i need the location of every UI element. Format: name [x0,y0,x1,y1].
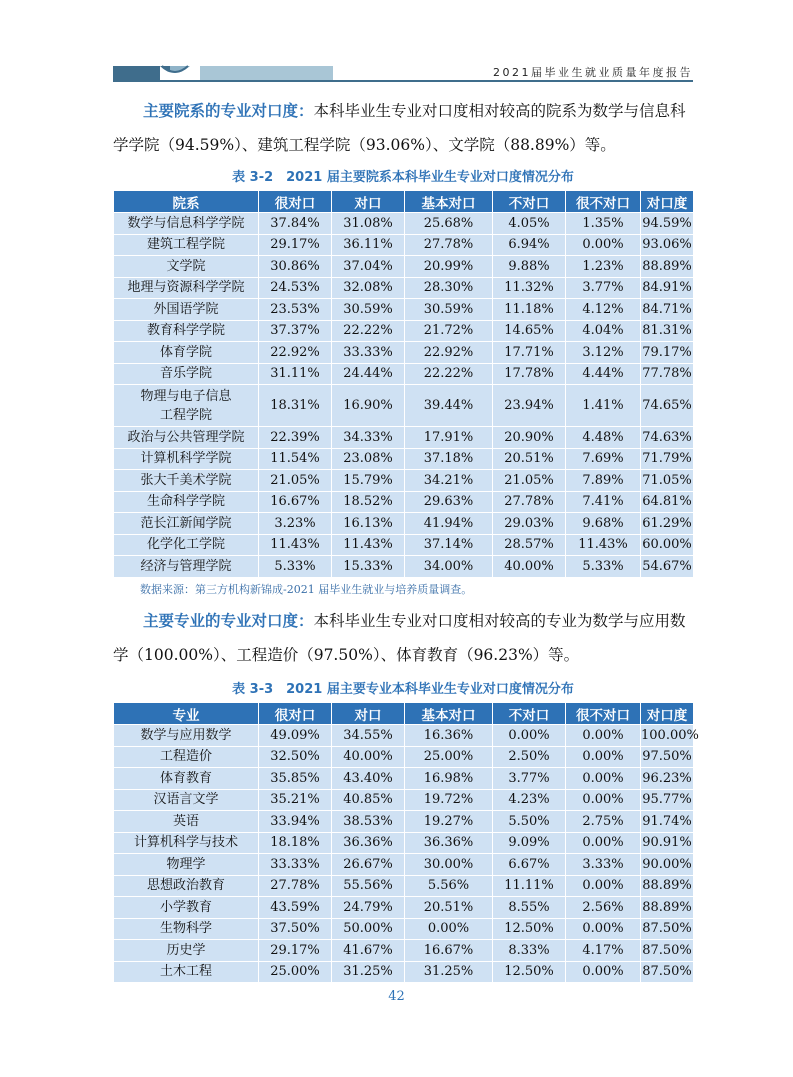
table-cell: 5.33% [566,556,641,578]
table-cell: 24.79% [332,897,405,919]
table-cell: 2.50% [493,746,566,768]
table-cell: 12.50% [493,918,566,940]
table-cell: 74.63% [641,427,694,449]
table-row [114,234,694,256]
table-row [114,556,694,578]
table-cell: 0.00% [566,918,641,940]
table-cell: 31.11% [259,363,332,385]
table-cell: 5.50% [493,811,566,833]
table-row [114,768,694,790]
column-header: 对口度 [641,191,694,213]
table-cell: 97.50% [641,746,694,768]
row-label: 建筑工程学院 [114,234,259,256]
data-source-note: 数据来源：第三方机构新锦成-2021 届毕业生就业与培养质量调查。 [140,583,473,596]
table-cell: 36.36% [405,832,493,854]
table-cell: 81.31% [641,320,694,342]
table-cell: 88.89% [641,256,694,278]
table-cell: 30.59% [405,299,493,321]
table-cell: 7.41% [566,491,641,513]
table-cell: 20.90% [493,427,566,449]
table-cell: 37.04% [332,256,405,278]
paragraph-body: 本科毕业生专业对口度相对较高的院系为数学与信息科学学院（94.59%）、建筑工程学院（93.06%）、文学院（88.89%）等。 [113,102,686,154]
row-label: 计算机科学学院 [114,448,259,470]
table-cell: 3.77% [493,768,566,790]
row-label: 小学教育 [114,897,259,919]
table-cell: 4.05% [493,213,566,235]
row-label: 数学与应用数学 [114,725,259,747]
column-header: 很对口 [259,703,332,725]
table-row [114,746,694,768]
table-cell: 2.75% [566,811,641,833]
table-cell: 31.08% [332,213,405,235]
table-cell: 22.92% [259,342,332,364]
table-cell: 71.79% [641,448,694,470]
column-header: 对口 [332,703,405,725]
column-header: 很不对口 [566,703,641,725]
table-cell: 24.53% [259,277,332,299]
table-cell: 61.29% [641,513,694,535]
table-cell: 74.65% [641,385,694,427]
table-row [114,342,694,364]
table-row [114,918,694,940]
table-cell: 3.12% [566,342,641,364]
table-cell: 84.71% [641,299,694,321]
table-cell: 35.21% [259,789,332,811]
table-cell: 6.94% [493,234,566,256]
column-header: 对口 [332,191,405,213]
table-cell: 84.91% [641,277,694,299]
table-cell: 21.72% [405,320,493,342]
table-cell: 22.92% [405,342,493,364]
table-cell: 38.53% [332,811,405,833]
table-cell: 34.55% [332,725,405,747]
table-cell: 79.17% [641,342,694,364]
table-cell: 28.57% [493,534,566,556]
table-cell: 16.67% [259,491,332,513]
row-label: 计算机科学与技术 [114,832,259,854]
table-cell: 40.00% [332,746,405,768]
table-cell: 17.91% [405,427,493,449]
table-cell: 11.54% [259,448,332,470]
table-cell: 1.35% [566,213,641,235]
table-cell: 4.23% [493,789,566,811]
table-cell: 16.67% [405,940,493,962]
table-cell: 32.50% [259,746,332,768]
table-cell: 26.67% [332,854,405,876]
table-cell: 11.18% [493,299,566,321]
table-cell: 19.27% [405,811,493,833]
table-cell: 87.50% [641,918,694,940]
table-cell: 29.03% [493,513,566,535]
table-cell: 4.48% [566,427,641,449]
table-row [114,363,694,385]
table-cell: 16.90% [332,385,405,427]
paragraph-body: 本科毕业生专业对口度相对较高的专业为数学与应用数学（100.00%）、工程造价（97.50%）、体育教育（96.23%）等。 [113,612,686,664]
table-cell: 31.25% [332,961,405,983]
table-cell: 29.17% [259,234,332,256]
table-cell: 20.51% [405,897,493,919]
table-cell: 4.12% [566,299,641,321]
table-cell: 36.11% [332,234,405,256]
table-cell: 25.68% [405,213,493,235]
table-cell: 11.43% [566,534,641,556]
table-cell: 0.00% [566,875,641,897]
table-cell: 16.98% [405,768,493,790]
row-label: 生命科学学院 [114,491,259,513]
table-cell: 20.99% [405,256,493,278]
table-cell: 23.94% [493,385,566,427]
paragraph-departments [113,94,693,162]
row-label: 数学与信息科学学院 [114,213,259,235]
table-cell: 1.41% [566,385,641,427]
table-cell: 100.00% [641,725,694,747]
table-cell: 8.55% [493,897,566,919]
table-cell: 77.78% [641,363,694,385]
table-row [114,448,694,470]
table-caption: 表 3-3 2021 届主要专业本科毕业生专业对口度情况分布 [232,682,574,697]
table-cell: 17.78% [493,363,566,385]
table-cell: 5.56% [405,875,493,897]
table-cell: 30.86% [259,256,332,278]
table-cell: 39.44% [405,385,493,427]
row-label: 历史学 [114,940,259,962]
table-cell: 2.56% [566,897,641,919]
table-cell: 95.77% [641,789,694,811]
table-cell: 28.30% [405,277,493,299]
row-label: 音乐学院 [114,363,259,385]
column-header: 基本对口 [405,703,493,725]
table-cell: 4.17% [566,940,641,962]
table-cell: 4.04% [566,320,641,342]
table-cell: 87.50% [641,961,694,983]
table-cell: 9.09% [493,832,566,854]
paragraph-lead: 主要院系的专业对口度： [143,102,314,120]
table-cell: 3.77% [566,277,641,299]
table-cell: 15.33% [332,556,405,578]
table-cell: 33.94% [259,811,332,833]
table-cell: 11.43% [332,534,405,556]
table-cell: 18.52% [332,491,405,513]
table-cell: 15.79% [332,470,405,492]
row-label: 英语 [114,811,259,833]
table-cell: 31.25% [405,961,493,983]
table-cell: 30.59% [332,299,405,321]
table-row [114,491,694,513]
header-swoosh-icon [160,58,200,82]
column-header: 很不对口 [566,191,641,213]
table-cell: 22.22% [405,363,493,385]
column-header: 不对口 [493,703,566,725]
table-cell: 7.69% [566,448,641,470]
row-label: 体育学院 [114,342,259,364]
table-cell: 18.18% [259,832,332,854]
table-cell: 0.00% [566,746,641,768]
table-cell: 11.32% [493,277,566,299]
table-row [114,789,694,811]
table-cell: 32.08% [332,277,405,299]
major-match-table [113,702,699,983]
table-cell: 88.89% [641,875,694,897]
table-cell: 12.50% [493,961,566,983]
table-cell: 43.59% [259,897,332,919]
table-row [114,256,694,278]
table-cell: 33.33% [332,342,405,364]
row-label: 化学化工学院 [114,534,259,556]
table-cell: 90.91% [641,832,694,854]
table-cell: 37.50% [259,918,332,940]
header-rule [113,80,693,82]
table-cell: 25.00% [259,961,332,983]
table-cell: 34.21% [405,470,493,492]
paragraph-majors [113,604,693,672]
column-header: 专业 [114,703,259,725]
table-cell: 29.63% [405,491,493,513]
column-header: 很对口 [259,191,332,213]
table-cell: 6.67% [493,854,566,876]
table-cell: 0.00% [566,832,641,854]
table-row [114,854,694,876]
table-cell: 35.85% [259,768,332,790]
table-cell: 64.81% [641,491,694,513]
table-cell: 0.00% [566,961,641,983]
header-band-light [195,66,333,80]
table-cell: 43.40% [332,768,405,790]
table-cell: 29.17% [259,940,332,962]
table-cell: 0.00% [566,789,641,811]
table-cell: 8.33% [493,940,566,962]
table-cell: 21.05% [493,470,566,492]
row-label: 工程造价 [114,746,259,768]
table-row [114,875,694,897]
paragraph-lead: 主要专业的专业对口度： [143,612,314,630]
table-row [114,940,694,962]
row-label: 汉语言文学 [114,789,259,811]
table-cell: 4.44% [566,363,641,385]
row-label: 张大千美术学院 [114,470,259,492]
table-cell: 16.13% [332,513,405,535]
row-label: 物理学 [114,854,259,876]
table-cell: 60.00% [641,534,694,556]
row-label: 政治与公共管理学院 [114,427,259,449]
table-cell: 50.00% [332,918,405,940]
table-row [114,513,694,535]
table-cell: 40.85% [332,789,405,811]
table-cell: 9.68% [566,513,641,535]
table-cell: 94.59% [641,213,694,235]
table-row [114,832,694,854]
table-cell: 11.43% [259,534,332,556]
row-label: 文学院 [114,256,259,278]
table-cell: 36.36% [332,832,405,854]
table-row [114,385,694,427]
column-header: 不对口 [493,191,566,213]
table-cell: 27.78% [493,491,566,513]
table-cell: 87.50% [641,940,694,962]
row-label: 生物科学 [114,918,259,940]
table-cell: 54.67% [641,556,694,578]
table-cell: 71.05% [641,470,694,492]
row-label: 外国语学院 [114,299,259,321]
table-cell: 22.39% [259,427,332,449]
header-title: 2021届毕业生就业质量年度报告 [493,66,693,79]
table-row [114,299,694,321]
table-cell: 40.00% [493,556,566,578]
table-cell: 20.51% [493,448,566,470]
row-label: 体育教育 [114,768,259,790]
table-row [114,534,694,556]
table-row [114,811,694,833]
table-cell: 30.00% [405,854,493,876]
row-label: 地理与资源科学学院 [114,277,259,299]
table-cell: 3.23% [259,513,332,535]
row-label: 土木工程 [114,961,259,983]
table-cell: 14.65% [493,320,566,342]
table-cell: 33.33% [259,854,332,876]
table-cell: 34.33% [332,427,405,449]
table-cell: 0.00% [566,725,641,747]
table-cell: 96.23% [641,768,694,790]
table-cell: 23.08% [332,448,405,470]
table-cell: 37.37% [259,320,332,342]
table-cell: 0.00% [566,234,641,256]
table-row [114,725,694,747]
row-label: 教育科学学院 [114,320,259,342]
table-cell: 24.44% [332,363,405,385]
table-cell: 0.00% [493,725,566,747]
table-cell: 25.00% [405,746,493,768]
row-label: 经济与管理学院 [114,556,259,578]
table-cell: 55.56% [332,875,405,897]
page-number: 42 [388,989,405,1004]
table-cell: 34.00% [405,556,493,578]
table-cell: 90.00% [641,854,694,876]
table-caption: 表 3-2 2021 届主要院系本科毕业生专业对口度情况分布 [232,170,574,185]
table-cell: 22.22% [332,320,405,342]
table-cell: 11.11% [493,875,566,897]
table-row [114,470,694,492]
table-row [114,277,694,299]
table-cell: 41.94% [405,513,493,535]
table-cell: 91.74% [641,811,694,833]
table-cell: 3.33% [566,854,641,876]
table-row [114,213,694,235]
column-header: 基本对口 [405,191,493,213]
row-label: 物理与电子信息工程学院 [114,385,259,427]
table-cell: 0.00% [405,918,493,940]
table-cell: 37.84% [259,213,332,235]
table-cell: 18.31% [259,385,332,427]
table-cell: 37.18% [405,448,493,470]
table-row [114,320,694,342]
row-label: 思想政治教育 [114,875,259,897]
table-cell: 23.53% [259,299,332,321]
table-cell: 7.89% [566,470,641,492]
table-row [114,961,694,983]
table-cell: 88.89% [641,897,694,919]
table-cell: 0.00% [566,768,641,790]
table-cell: 93.06% [641,234,694,256]
column-header: 院系 [114,191,259,213]
column-header: 对口度 [641,703,694,725]
table-cell: 16.36% [405,725,493,747]
table-cell: 19.72% [405,789,493,811]
table-cell: 21.05% [259,470,332,492]
table-cell: 9.88% [493,256,566,278]
table-cell: 41.67% [332,940,405,962]
table-cell: 27.78% [405,234,493,256]
table-cell: 37.14% [405,534,493,556]
table-cell: 49.09% [259,725,332,747]
table-cell: 17.71% [493,342,566,364]
table-row [114,897,694,919]
department-match-table [113,190,694,578]
table-cell: 27.78% [259,875,332,897]
table-cell: 1.23% [566,256,641,278]
table-cell: 5.33% [259,556,332,578]
row-label: 范长江新闻学院 [114,513,259,535]
table-row [114,427,694,449]
